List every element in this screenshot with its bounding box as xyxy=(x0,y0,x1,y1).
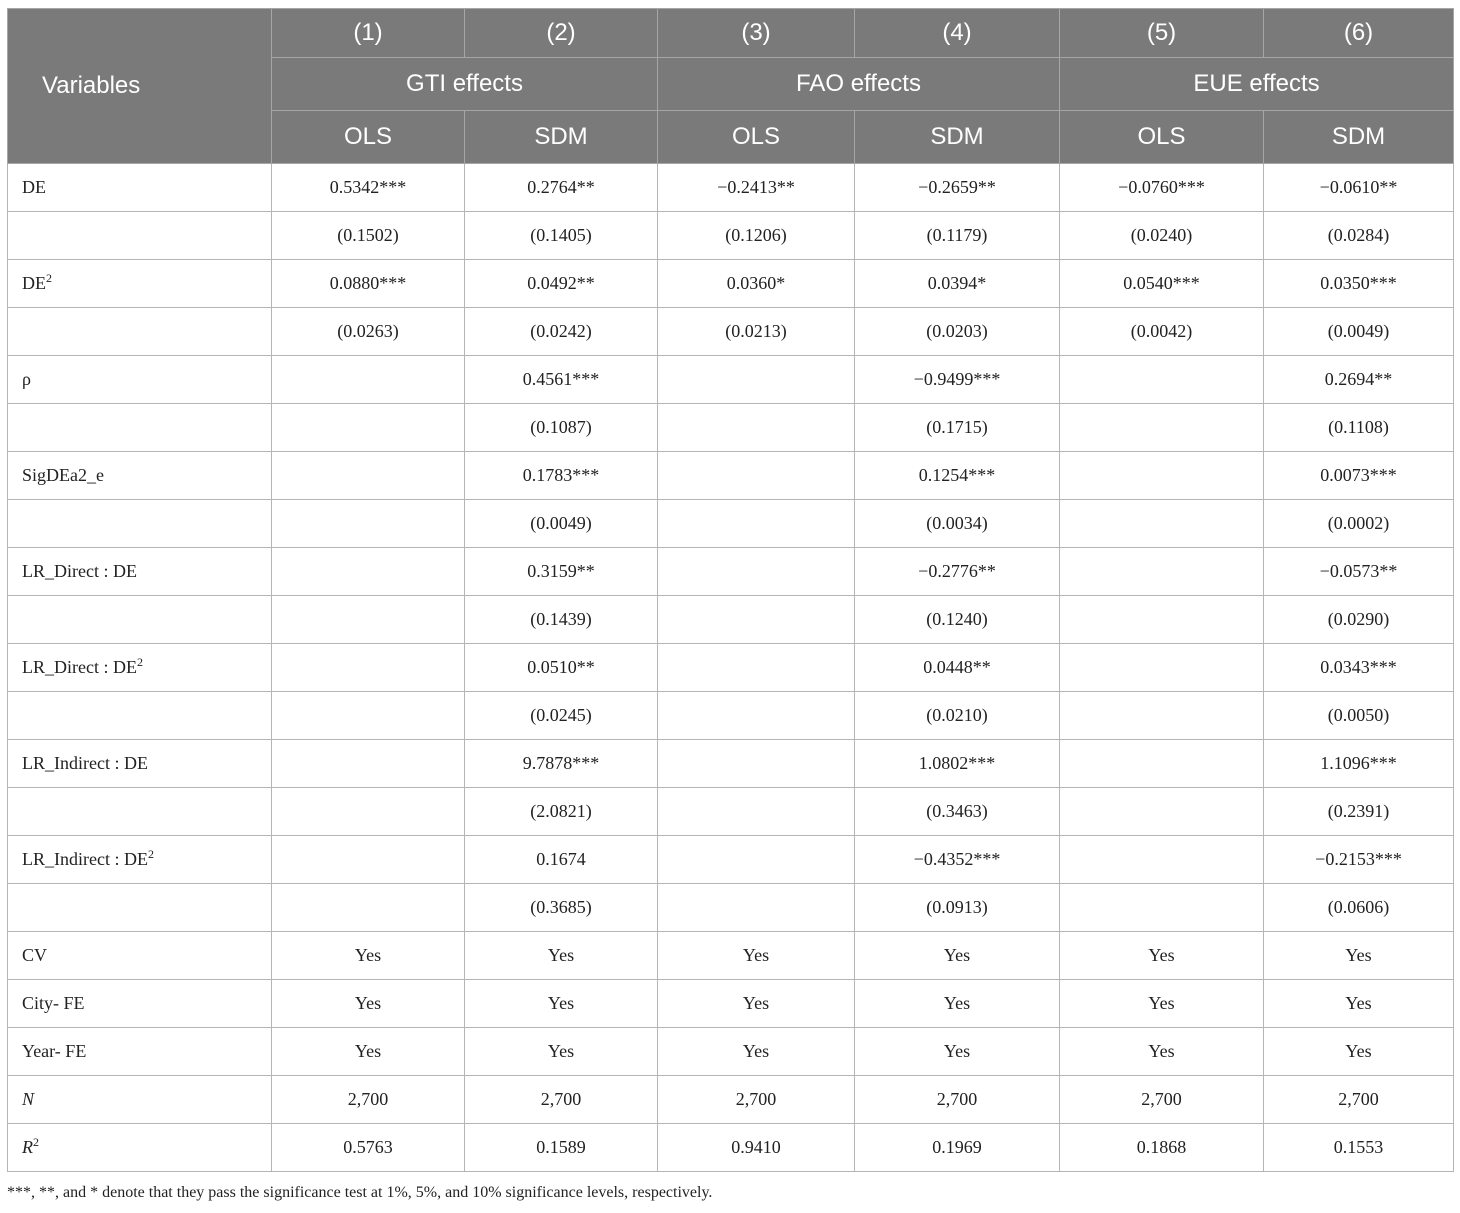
table-cell xyxy=(1060,596,1264,644)
table-cell xyxy=(1060,740,1264,788)
method-4: SDM xyxy=(855,111,1060,164)
row-label-superscript: 2 xyxy=(46,271,52,285)
table-row xyxy=(8,164,1454,212)
table-cell xyxy=(1060,836,1264,884)
table-cell: 0.3159** xyxy=(465,548,658,596)
column-number-3: (3) xyxy=(658,9,855,58)
header-row-column-numbers xyxy=(8,9,1454,58)
table-cell xyxy=(1060,548,1264,596)
table-cell: (0.0203) xyxy=(855,308,1060,356)
table-cell: 0.0343*** xyxy=(1264,644,1454,692)
table-cell xyxy=(658,356,855,404)
table-cell: 1.0802*** xyxy=(855,740,1060,788)
row-label-text: ρ xyxy=(22,369,31,389)
table-cell: (0.1108) xyxy=(1264,404,1454,452)
table-row xyxy=(8,452,1454,500)
table-cell: 2,700 xyxy=(272,1076,465,1124)
table-cell xyxy=(272,884,465,932)
row-label-superscript: 2 xyxy=(147,847,154,861)
regression-table-container xyxy=(7,8,1453,1172)
table-cell: 0.1553 xyxy=(1264,1124,1454,1172)
table-cell: (0.0284) xyxy=(1264,212,1454,260)
table-cell: (0.1715) xyxy=(855,404,1060,452)
row-label xyxy=(8,788,272,836)
table-cell: (0.1240) xyxy=(855,596,1060,644)
regression-results-table xyxy=(7,8,1454,1172)
table-cell: Yes xyxy=(1060,1028,1264,1076)
table-cell xyxy=(272,740,465,788)
row-label xyxy=(8,212,272,260)
table-cell: 0.1783*** xyxy=(465,452,658,500)
row-label-text: DE xyxy=(22,177,46,197)
table-row xyxy=(8,404,1454,452)
table-cell xyxy=(272,596,465,644)
table-cell: Yes xyxy=(465,1028,658,1076)
table-cell xyxy=(658,836,855,884)
table-cell: 0.5342*** xyxy=(272,164,465,212)
table-cell xyxy=(1060,500,1264,548)
table-cell: 0.2694** xyxy=(1264,356,1454,404)
table-cell: (0.1206) xyxy=(658,212,855,260)
table-row xyxy=(8,740,1454,788)
table-cell: 0.0880*** xyxy=(272,260,465,308)
table-cell: 0.1254*** xyxy=(855,452,1060,500)
table-cell xyxy=(658,596,855,644)
table-cell: (0.1179) xyxy=(855,212,1060,260)
table-cell xyxy=(658,884,855,932)
row-label-text: DE xyxy=(22,273,46,293)
table-cell xyxy=(1060,404,1264,452)
table-cell xyxy=(658,500,855,548)
column-number-1: (1) xyxy=(272,9,465,58)
table-cell xyxy=(658,452,855,500)
table-cell: (0.0245) xyxy=(465,692,658,740)
table-cell: (0.0002) xyxy=(1264,500,1454,548)
table-cell xyxy=(1060,692,1264,740)
table-cell xyxy=(272,356,465,404)
method-2: SDM xyxy=(465,111,658,164)
table-cell: (0.0042) xyxy=(1060,308,1264,356)
table-cell xyxy=(658,644,855,692)
significance-footnote: ***, **, and * denote that they pass the significance test at 1%, 5%, and 10% significance levels, respectively. xyxy=(7,1184,713,1201)
table-cell: 0.1674 xyxy=(465,836,658,884)
table-cell xyxy=(272,788,465,836)
table-cell: (0.0049) xyxy=(1264,308,1454,356)
table-cell xyxy=(272,692,465,740)
table-cell: (0.0242) xyxy=(465,308,658,356)
row-label-text: LR_Indirect : DE xyxy=(22,753,148,773)
table-cell: 0.2764** xyxy=(465,164,658,212)
table-cell: (0.1405) xyxy=(465,212,658,260)
table-cell: (0.1087) xyxy=(465,404,658,452)
table-cell: −0.2413** xyxy=(658,164,855,212)
column-number-4: (4) xyxy=(855,9,1060,58)
variables-header: Variables xyxy=(8,9,272,164)
table-cell xyxy=(272,452,465,500)
row-label xyxy=(8,1028,272,1076)
table-cell: Yes xyxy=(272,1028,465,1076)
row-label-text: City- FE xyxy=(22,993,85,1013)
row-label-text: N xyxy=(22,1089,35,1109)
method-1: OLS xyxy=(272,111,465,164)
table-row xyxy=(8,836,1454,884)
row-label xyxy=(8,980,272,1028)
table-row xyxy=(8,788,1454,836)
method-6: SDM xyxy=(1264,111,1454,164)
table-cell: 2,700 xyxy=(465,1076,658,1124)
table-cell xyxy=(272,548,465,596)
table-cell xyxy=(272,404,465,452)
row-label xyxy=(8,884,272,932)
table-cell: (0.0210) xyxy=(855,692,1060,740)
row-label xyxy=(8,692,272,740)
table-cell: (0.0034) xyxy=(855,500,1060,548)
table-row xyxy=(8,644,1454,692)
table-cell: 2,700 xyxy=(658,1076,855,1124)
table-cell: (0.0049) xyxy=(465,500,658,548)
row-label-text: CV xyxy=(22,945,48,965)
table-cell: 2,700 xyxy=(855,1076,1060,1124)
table-cell: Yes xyxy=(1060,980,1264,1028)
table-cell: Yes xyxy=(272,932,465,980)
table-cell: 0.0540*** xyxy=(1060,260,1264,308)
table-cell: (0.0606) xyxy=(1264,884,1454,932)
table-cell: 0.0394* xyxy=(855,260,1060,308)
table-cell xyxy=(658,740,855,788)
table-row xyxy=(8,1028,1454,1076)
column-number-6: (6) xyxy=(1264,9,1454,58)
table-cell: Yes xyxy=(465,932,658,980)
table-cell xyxy=(1060,884,1264,932)
table-row xyxy=(8,596,1454,644)
row-label-text: R xyxy=(22,1137,33,1157)
table-cell: −0.2776** xyxy=(855,548,1060,596)
table-row xyxy=(8,500,1454,548)
column-number-2: (2) xyxy=(465,9,658,58)
table-cell: −0.9499*** xyxy=(855,356,1060,404)
table-cell: 9.7878*** xyxy=(465,740,658,788)
table-row xyxy=(8,308,1454,356)
table-cell: 2,700 xyxy=(1264,1076,1454,1124)
table-row xyxy=(8,356,1454,404)
row-label xyxy=(8,452,272,500)
row-label-text: LR_Direct : DE xyxy=(22,657,137,677)
table-cell xyxy=(272,644,465,692)
table-cell xyxy=(1060,452,1264,500)
table-cell: (0.0240) xyxy=(1060,212,1264,260)
row-label xyxy=(8,596,272,644)
row-label xyxy=(8,260,272,308)
row-label xyxy=(8,1076,272,1124)
table-cell: Yes xyxy=(465,980,658,1028)
row-label xyxy=(8,308,272,356)
table-cell: 1.1096*** xyxy=(1264,740,1454,788)
table-cell: 0.1589 xyxy=(465,1124,658,1172)
row-label-text: LR_Direct : DE xyxy=(22,561,137,581)
table-cell: 0.5763 xyxy=(272,1124,465,1172)
table-cell: −0.4352*** xyxy=(855,836,1060,884)
table-cell xyxy=(272,836,465,884)
table-cell: Yes xyxy=(855,1028,1060,1076)
table-row xyxy=(8,260,1454,308)
table-row xyxy=(8,1076,1454,1124)
table-cell: (0.1439) xyxy=(465,596,658,644)
table-cell: (0.0050) xyxy=(1264,692,1454,740)
table-cell: (0.0263) xyxy=(272,308,465,356)
row-label-superscript: 2 xyxy=(33,1135,39,1149)
table-cell: −0.0610** xyxy=(1264,164,1454,212)
table-cell: Yes xyxy=(1264,1028,1454,1076)
table-cell: (0.2391) xyxy=(1264,788,1454,836)
method-5: OLS xyxy=(1060,111,1264,164)
table-cell: Yes xyxy=(1264,932,1454,980)
table-cell: (0.3463) xyxy=(855,788,1060,836)
row-label xyxy=(8,500,272,548)
table-cell: (0.0213) xyxy=(658,308,855,356)
table-cell xyxy=(1060,788,1264,836)
table-cell: −0.2659** xyxy=(855,164,1060,212)
table-row xyxy=(8,932,1454,980)
table-cell: 0.0448** xyxy=(855,644,1060,692)
table-cell: 0.0350*** xyxy=(1264,260,1454,308)
table-cell: −0.2153*** xyxy=(1264,836,1454,884)
table-cell: Yes xyxy=(272,980,465,1028)
method-3: OLS xyxy=(658,111,855,164)
table-cell: 0.0360* xyxy=(658,260,855,308)
table-cell: 0.0492** xyxy=(465,260,658,308)
table-cell: (2.0821) xyxy=(465,788,658,836)
table-cell: 0.0073*** xyxy=(1264,452,1454,500)
table-cell: −0.0760*** xyxy=(1060,164,1264,212)
table-row xyxy=(8,980,1454,1028)
column-number-5: (5) xyxy=(1060,9,1264,58)
table-cell: −0.0573** xyxy=(1264,548,1454,596)
table-row xyxy=(8,548,1454,596)
table-header xyxy=(8,9,1454,164)
table-cell: 2,700 xyxy=(1060,1076,1264,1124)
table-cell: 0.1868 xyxy=(1060,1124,1264,1172)
table-cell: Yes xyxy=(855,980,1060,1028)
table-cell: 0.9410 xyxy=(658,1124,855,1172)
group-eue-effects: EUE effects xyxy=(1060,58,1454,111)
table-row xyxy=(8,1124,1454,1172)
table-cell xyxy=(272,500,465,548)
table-row xyxy=(8,884,1454,932)
table-row xyxy=(8,692,1454,740)
row-label xyxy=(8,740,272,788)
table-cell: Yes xyxy=(855,932,1060,980)
table-cell xyxy=(1060,644,1264,692)
row-label xyxy=(8,836,272,884)
table-cell xyxy=(658,692,855,740)
row-label-text: LR_Indirect : DE xyxy=(22,849,148,869)
table-cell: (0.3685) xyxy=(465,884,658,932)
row-label xyxy=(8,356,272,404)
table-cell xyxy=(658,548,855,596)
table-cell: Yes xyxy=(1060,932,1264,980)
row-label-text: SigDEa2_e xyxy=(22,465,104,485)
table-row xyxy=(8,212,1454,260)
table-cell: (0.1502) xyxy=(272,212,465,260)
table-cell xyxy=(658,788,855,836)
table-cell: Yes xyxy=(1264,980,1454,1028)
group-fao-effects: FAO effects xyxy=(658,58,1060,111)
table-cell: (0.0913) xyxy=(855,884,1060,932)
row-label xyxy=(8,164,272,212)
row-label-text: Year- FE xyxy=(22,1041,87,1061)
row-label xyxy=(8,404,272,452)
table-cell: (0.0290) xyxy=(1264,596,1454,644)
table-body xyxy=(8,164,1454,1172)
row-label xyxy=(8,1124,272,1172)
row-label xyxy=(8,644,272,692)
table-cell: 0.1969 xyxy=(855,1124,1060,1172)
table-cell: Yes xyxy=(658,932,855,980)
table-cell: 0.4561*** xyxy=(465,356,658,404)
row-label xyxy=(8,548,272,596)
row-label-superscript: 2 xyxy=(136,655,143,669)
table-cell xyxy=(658,404,855,452)
table-cell: 0.0510** xyxy=(465,644,658,692)
table-cell xyxy=(1060,356,1264,404)
row-label xyxy=(8,932,272,980)
group-gti-effects: GTI effects xyxy=(272,58,658,111)
table-cell: Yes xyxy=(658,1028,855,1076)
table-cell: Yes xyxy=(658,980,855,1028)
